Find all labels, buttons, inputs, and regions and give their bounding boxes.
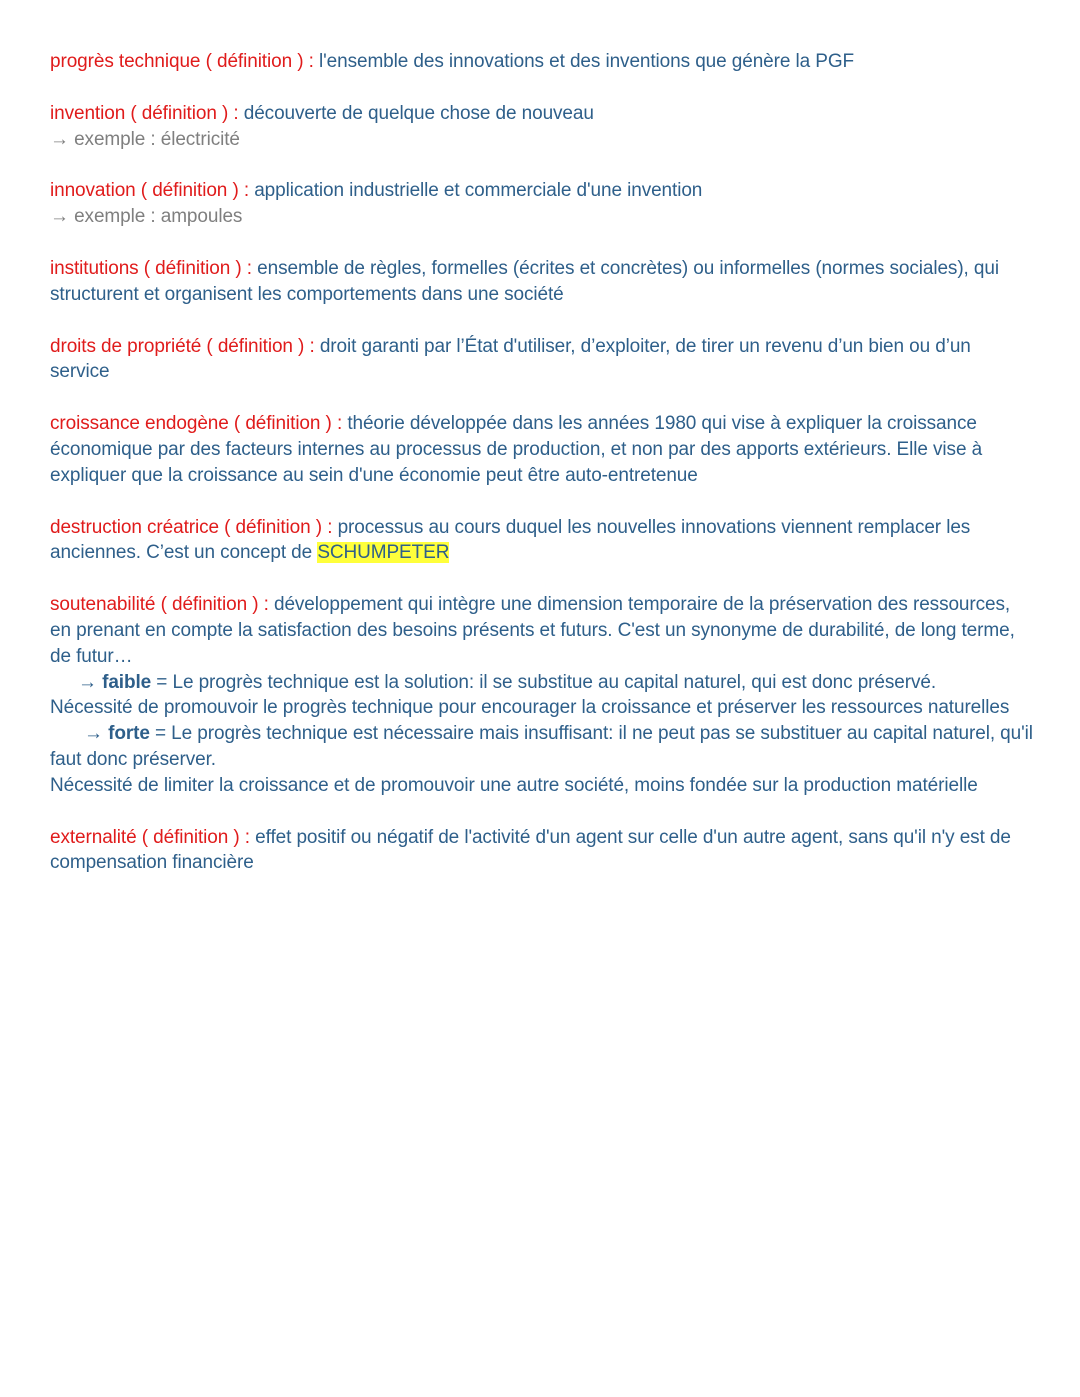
definition-text: effet positif ou négatif de l'activité d'un agent sur celle d'un autre agent, sans qu'il n'y est de compensation financière [50,826,1011,874]
weak-continuation: Nécessité de promouvoir le progrès technique pour encourager la croissance et préserver les ressources naturelles [50,697,1010,719]
highlighted-name: SCHUMPETER [317,542,450,564]
definition-line [50,515,1035,567]
strong-sustainability [50,721,1035,773]
definition-line [50,49,1035,75]
definition-soutenabilite [50,592,1035,798]
definition-externalite [50,825,1035,877]
definition-text: théorie développée dans les années 1980 qui vise à expliquer la croissance économique par des facteurs internes au processus de production, et non par des apports extérieurs. Elle vise à expliquer que la croissance au sein d'une économie peut être auto-entretenue [50,413,983,486]
strong-continuation: Nécessité de limiter la croissance et de promouvoir une autre société, moins fondée sur la production matérielle [50,774,978,796]
term-label: institutions ( définition ) : [50,257,252,279]
definition-line [50,101,1035,127]
definitions-document [50,49,1035,902]
term-label: croissance endogène ( définition ) : [50,413,343,435]
definition-text: découverte de quelque chose de nouveau [238,102,594,124]
strong-label: forte [108,723,150,745]
term-label: progrès technique ( définition ) : [50,51,314,72]
weak-sustainability [50,670,1035,696]
example-line: → exemple : électricité [50,128,240,150]
definition-text: l'ensemble des innovations et des inventions que génère la PGF [313,51,855,72]
term-label: destruction créatrice ( définition ) : [50,516,333,538]
definition-text: processus au cours duquel les nouvelles innovations viennent remplacer les anciennes. C’est un concept de [50,516,971,564]
definition-line [50,411,1035,488]
definition-line [50,256,1035,308]
definition-institutions [50,256,1035,308]
definition-line [50,825,1035,877]
definition-droits-de-propriete [50,334,1035,386]
term-label: innovation ( définition ) : [50,180,250,202]
definition-text: application industrielle et commerciale d'une invention [249,180,703,202]
definition-text: ensemble de règles, formelles (écrites et concrètes) ou informelles (normes sociales), qui structurent et organisent les comportements dans une société [50,257,999,305]
term-label: soutenabilité ( définition ) : [50,594,269,616]
term-label: externalité ( définition ) : [50,826,250,848]
term-label: droits de propriété ( définition ) : [50,335,315,357]
term-label: invention ( définition ) : [50,102,239,124]
definition-progres-technique [50,49,1035,75]
arrow-icon: → [78,671,103,693]
strong-text: = Le progrès technique est nécessaire mais insuffisant: il ne peut pas se substituer au capital naturel, qu'il faut donc préserver. [50,723,1033,770]
arrow-icon: → [84,723,109,745]
definition-line [50,334,1035,386]
definition-croissance-endogene [50,411,1035,488]
definition-invention [50,101,1035,153]
definition-line [50,592,1035,669]
definition-innovation [50,178,1035,230]
example-line: → exemple : ampoules [50,206,243,228]
definition-text: droit garanti par l’État d'utiliser, d’exploiter, de tirer un revenu d’un bien ou d’un service [50,335,971,383]
weak-label: faible [102,671,152,693]
definition-text: développement qui intègre une dimension temporaire de la préservation des ressources, en prenant en compte la satisfaction des besoins présents et futurs. C'est un synonyme de durabilité, de long terme, de futur… [50,594,1015,667]
definition-destruction-creatrice [50,515,1035,567]
weak-text: = Le progrès technique est la solution: il se substitue au capital naturel, qui est donc préservé. [151,671,937,693]
definition-line [50,178,1035,204]
